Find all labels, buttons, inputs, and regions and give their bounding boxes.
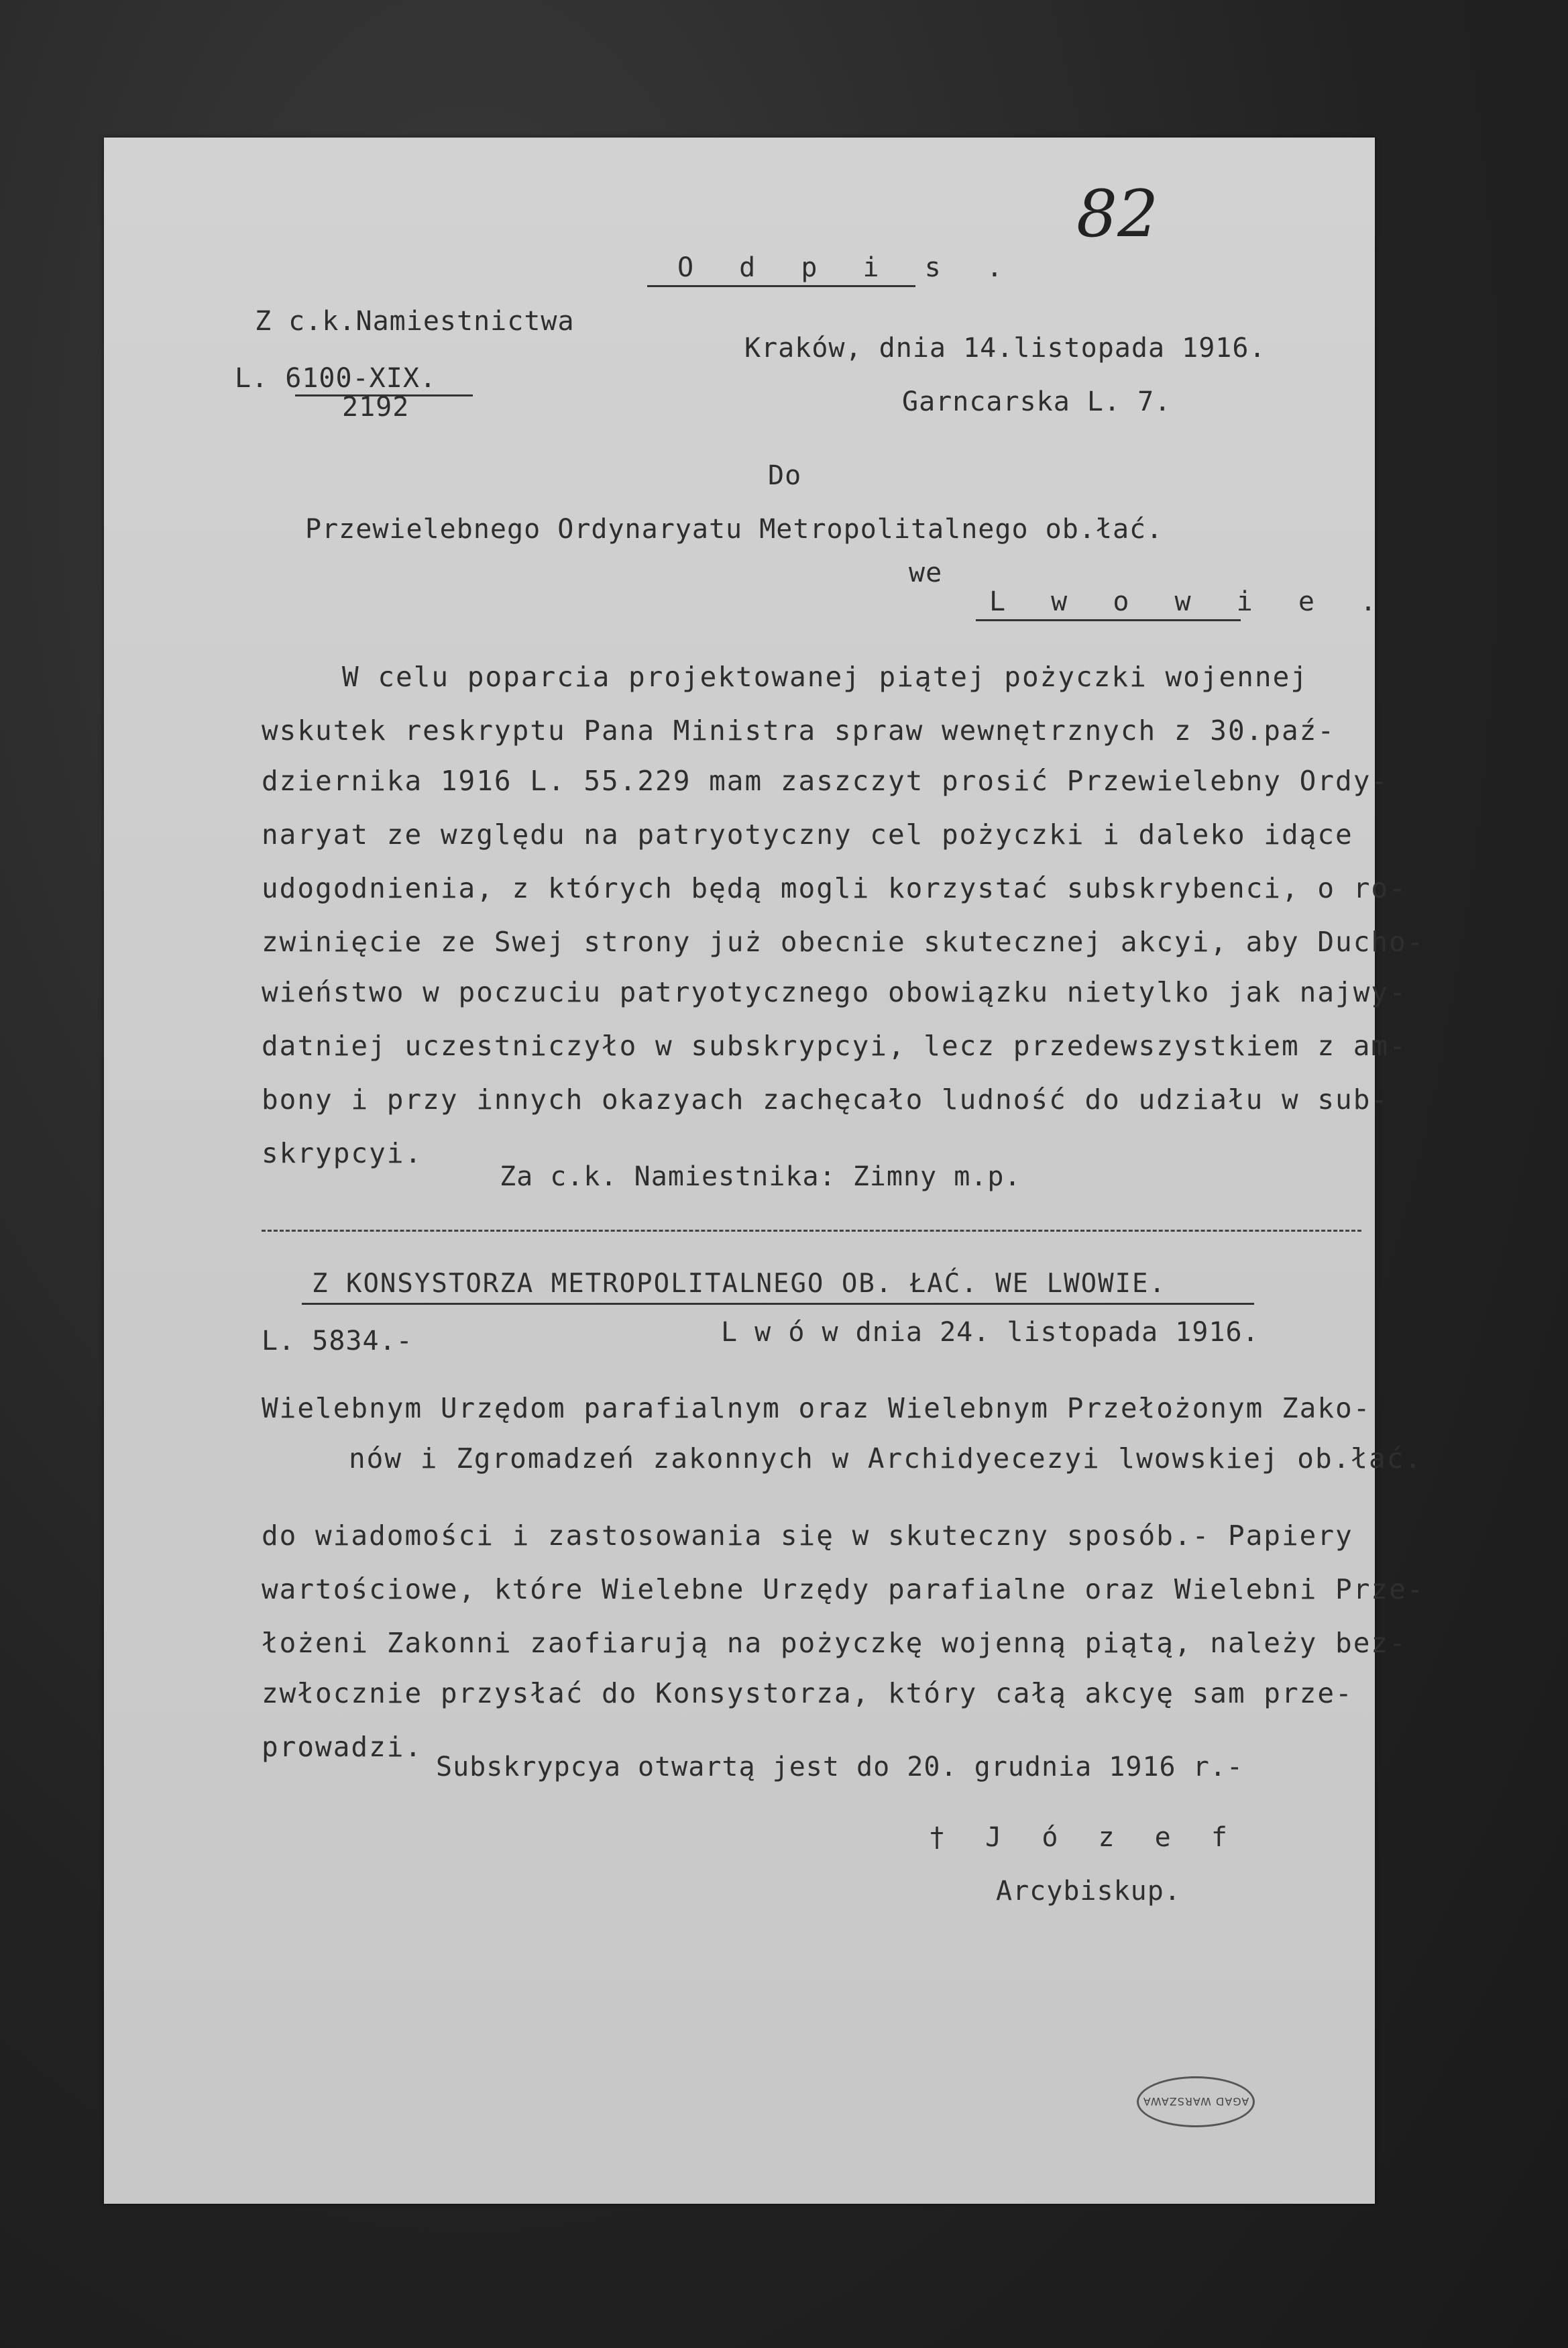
street-address: Garncarska L. 7. xyxy=(902,386,1172,417)
consistory-heading: Z KONSYSTORZA METROPOLITALNEGO OB. ŁAĆ. WE LWOWIE. xyxy=(312,1269,1166,1299)
body1-line: zwinięcie ze Swej strony już obecnie skutecznej akcyi, aby Ducho- xyxy=(262,926,1425,958)
body2-line: wartościowe, które Wielebne Urzędy parafialne oraz Wielebni Prze- xyxy=(262,1573,1425,1605)
document-page xyxy=(104,138,1425,2204)
addressee-name: Przewielebnego Ordynaryatu Metropolitalnego ob.łać. xyxy=(305,514,1164,545)
body1-line: W celu poparcia projektowanej piątej pożyczki wojennej xyxy=(342,661,1308,693)
body1-line: dziernika 1916 L. 55.229 mam zaszczyt prosić Przewielebny Ordy- xyxy=(262,765,1390,797)
page-number-handwritten: 82 xyxy=(1076,176,1159,252)
signer-name: † J ó z e f xyxy=(929,1822,1239,1853)
subscription-note: Subskrypcya otwartą jest do 20. grudnia 1916 r.- xyxy=(436,1752,1243,1782)
heading-underline xyxy=(647,285,915,287)
city-underline xyxy=(976,619,1241,621)
body1-line: bony i przy innych okazyach zachęcało ludność do udziału w sub- xyxy=(262,1083,1390,1116)
signer-title: Arcybiskup. xyxy=(996,1876,1181,1907)
body1-line: wieństwo w poczuciu patryotycznego obowiązku nietylko jak najwy- xyxy=(262,976,1407,1008)
body1-line: naryat ze względu na patryotyczny cel pożyczki i daleko idące xyxy=(262,818,1353,851)
recipients-line: Wielebnym Urzędom parafialnym oraz Wielebnym Przełożonym Zako- xyxy=(262,1392,1371,1424)
body1-line: udogodnienia, z których będą mogli korzystać subskrybenci, o ro- xyxy=(262,872,1407,904)
addressee-to: Do xyxy=(768,460,802,491)
section-separator xyxy=(262,1230,1361,1232)
place-date: Kraków, dnia 14.listopada 1916. xyxy=(744,333,1266,364)
place-date-2: L w ó w dnia 24. listopada 1916. xyxy=(721,1317,1259,1348)
consistory-heading-underline xyxy=(302,1303,1254,1305)
body1-line: skrypcyi. xyxy=(262,1137,423,1169)
archive-stamp xyxy=(1137,2076,1255,2127)
addressee-city: L w o w i e . xyxy=(989,586,1392,617)
body2-line: zwłocznie przysłać do Konsystorza, który całą akcyę sam prze- xyxy=(262,1677,1353,1709)
body2-line: łożeni Zakonni zaofiarują na pożyczkę wojenną piątą, należy bez- xyxy=(262,1627,1407,1659)
recipients-line: nów i Zgromadzeń zakonnych w Archidyecezyi lwowskiej ob.łać. xyxy=(349,1442,1423,1475)
body2-line: do wiadomości i zastosowania się w skuteczny sposób.- Papiery xyxy=(262,1519,1353,1552)
addressee-we: we xyxy=(909,557,943,588)
body1-line: datniej uczestniczyło w subskrypcyi, lecz przedewszystkiem z am- xyxy=(262,1030,1407,1062)
issuer-reference-sub: 2192 xyxy=(342,392,410,423)
signature-line-1: Za c.k. Namiestnika: Zimny m.p. xyxy=(500,1161,1021,1192)
issuer-reference: L. 6100-XIX. xyxy=(235,363,437,394)
reference-number-2: L. 5834.- xyxy=(262,1326,413,1356)
document-heading: O d p i s . xyxy=(677,252,1017,283)
issuer-line: Z c.k.Namiestnictwa xyxy=(255,306,575,337)
body1-line: wskutek reskryptu Pana Ministra spraw wewnętrznych z 30.paź- xyxy=(262,714,1336,747)
archive-stamp-text: AGAD WARSZAWA xyxy=(1142,2095,1249,2109)
body2-line: prowadzi. xyxy=(262,1731,423,1763)
